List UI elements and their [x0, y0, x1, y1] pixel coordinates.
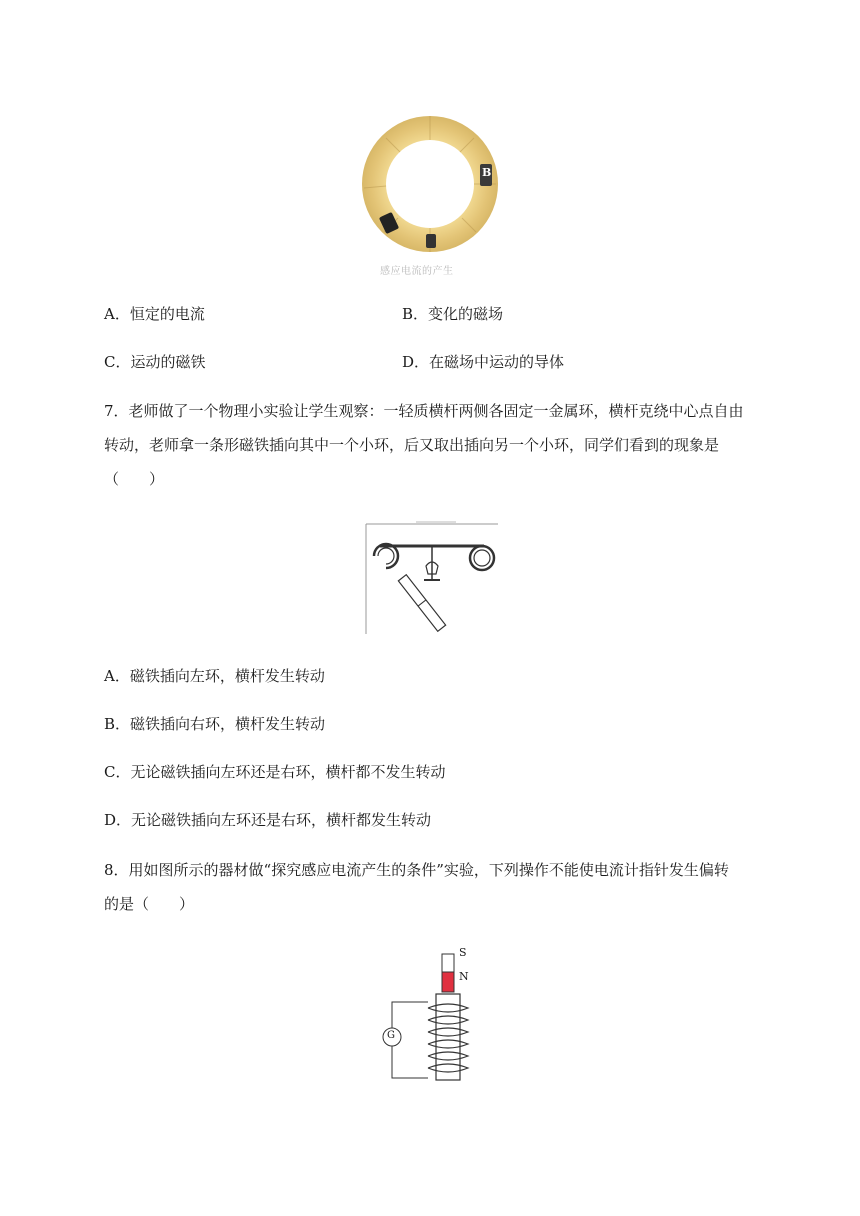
figure-caption: 感应电流的产生: [380, 266, 454, 277]
option-text: 变化的磁场: [428, 305, 504, 323]
option-b[interactable]: [104, 714, 325, 734]
option-text: 磁铁插向右环，横杆发生转动: [130, 715, 326, 733]
option-letter: C．: [104, 353, 131, 371]
option-letter: D．: [402, 353, 430, 371]
option-letter: A．: [104, 667, 130, 685]
question-7-line-3: （ ）: [104, 470, 165, 488]
option-c[interactable]: [104, 762, 446, 782]
lever-rings-figure: [360, 518, 508, 638]
galvanometer-label: G: [387, 1030, 395, 1041]
option-text: 无论磁铁插向左环还是右环，横杆都不发生转动: [130, 763, 446, 781]
option-letter: D．: [104, 811, 132, 829]
option-text: 无论磁铁插向左环还是右环，横杆都发生转动: [131, 811, 432, 829]
question-8-line-2: 的是（ ）: [104, 895, 195, 913]
question-8-line-1: 8．用如图所示的器材做“探究感应电流产生的条件”实验，下列操作不能使电流计指针发生偏转: [104, 861, 729, 879]
option-text: 恒定的电流: [129, 305, 205, 323]
ring-letter-label: B: [482, 166, 492, 179]
question-7-line-2: 转动，老师拿一条形磁铁插向其中一个小环，后又取出插向另一个小环，同学们看到的现象是: [104, 436, 720, 454]
toroid-ring-image: [356, 114, 504, 254]
option-d[interactable]: [402, 352, 564, 372]
option-b[interactable]: [402, 304, 503, 324]
option-text: 运动的磁铁: [130, 353, 206, 371]
magnet-n-label: N: [459, 970, 469, 983]
option-a[interactable]: [104, 666, 325, 686]
option-a[interactable]: [104, 304, 205, 324]
option-text: 在磁场中运动的导体: [429, 353, 565, 371]
option-c[interactable]: [104, 352, 206, 372]
question-7-line-1: 7．老师做了一个物理小实验让学生观察：一轻质横杆两侧各固定一金属环，横杆克绕中心点自由: [104, 402, 744, 420]
option-d[interactable]: [104, 810, 431, 830]
option-letter: A．: [104, 305, 130, 323]
option-text: 磁铁插向左环，横杆发生转动: [129, 667, 325, 685]
option-letter: B．: [402, 305, 429, 323]
option-letter: C．: [104, 763, 131, 781]
coil-galvanometer-figure: [380, 942, 490, 1084]
magnet-s-label: S: [459, 946, 467, 959]
option-letter: B．: [104, 715, 131, 733]
